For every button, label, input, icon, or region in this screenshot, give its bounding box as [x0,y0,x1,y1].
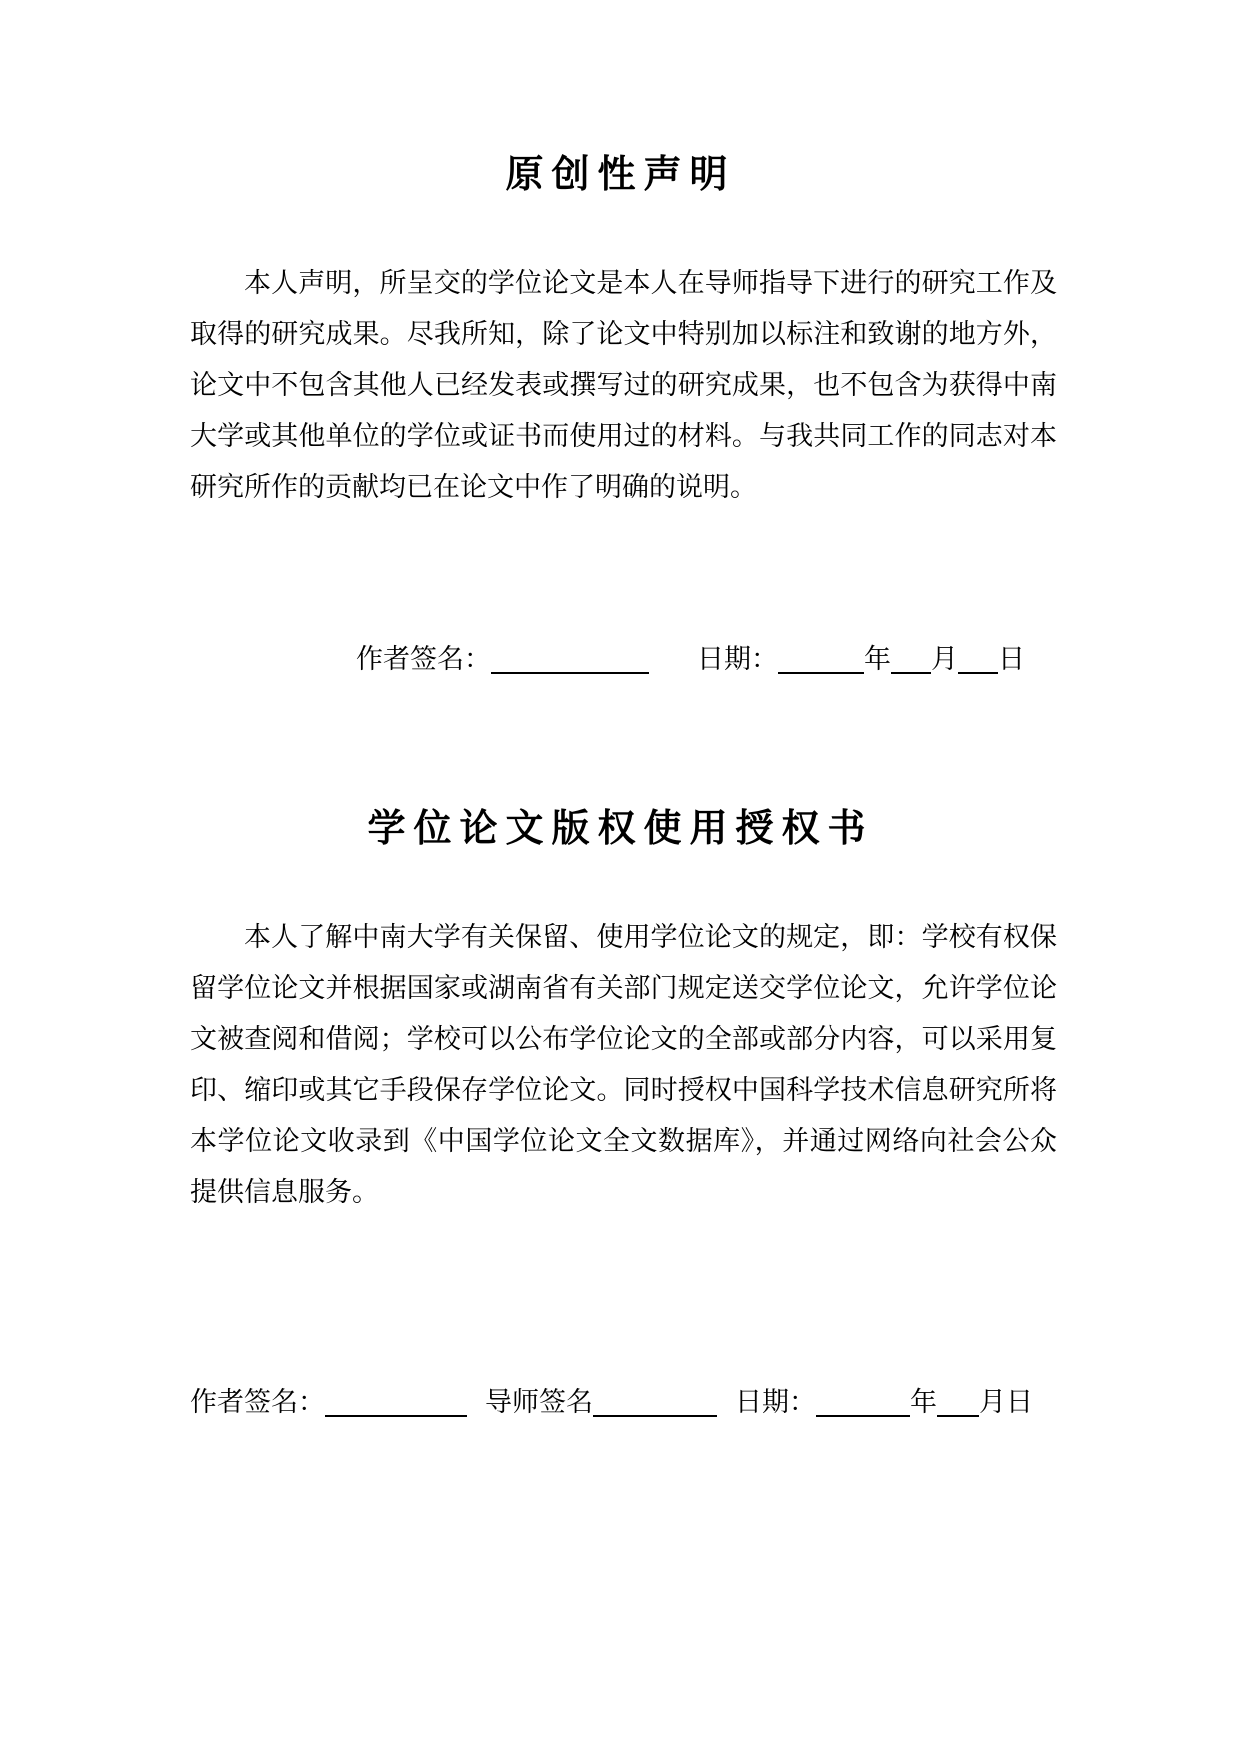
supervisor-signature-label: 导师签名 [485,1387,593,1418]
author-signature-blank [491,642,649,674]
authorization-signature-line [190,1383,1057,1423]
date-label: 日期： [735,1387,816,1418]
supervisor-signature-blank [593,1385,717,1417]
day-blank [958,642,998,674]
author-signature-blank [325,1385,467,1417]
month-label: 月 [979,1387,1006,1418]
day-label: 日 [998,644,1025,675]
year-blank [778,642,864,674]
date-label: 日期： [697,644,778,675]
authorization-title: 学位论文版权使用授权书 [367,806,874,850]
year-label: 年 [910,1387,937,1418]
declaration-title: 原创性声明 [505,152,736,196]
day-label: 日 [1006,1387,1033,1418]
year-label: 年 [864,644,891,675]
month-blank [937,1385,979,1417]
declaration-signature-line [356,640,1025,680]
author-signature-label: 作者签名： [356,644,491,675]
author-signature-label: 作者签名： [190,1387,325,1418]
declaration-body: 本人声明，所呈交的学位论文是本人在导师指导下进行的研究工作及取得的研究成果。尽我所知，除了论文中特别加以标注和致谢的地方外，论文中不包含其他人已经发表或撰写过的研究成果，也不包含为获得中南大学或其他单位的学位或证书而使用过的材料。与我共同工作的同志对本研究所作的贡献均已在论文中作了明确的说明。 [190,268,1057,503]
month-blank [891,642,931,674]
authorization-body: 本人了解中南大学有关保留、使用学位论文的规定，即：学校有权保留学位论文并根据国家或湖南省有关部门规定送交学位论文，允许学位论文被查阅和借阅；学校可以公布学位论文的全部或部分内容，可以采用复印、缩印或其它手段保存学位论文。同时授权中国科学技术信息研究所将本学位论文收录到《中国学位论文全文数据库》，并通过网络向社会公众提供信息服务。 [190,922,1057,1208]
month-label: 月 [931,644,958,675]
year-blank [816,1385,910,1417]
